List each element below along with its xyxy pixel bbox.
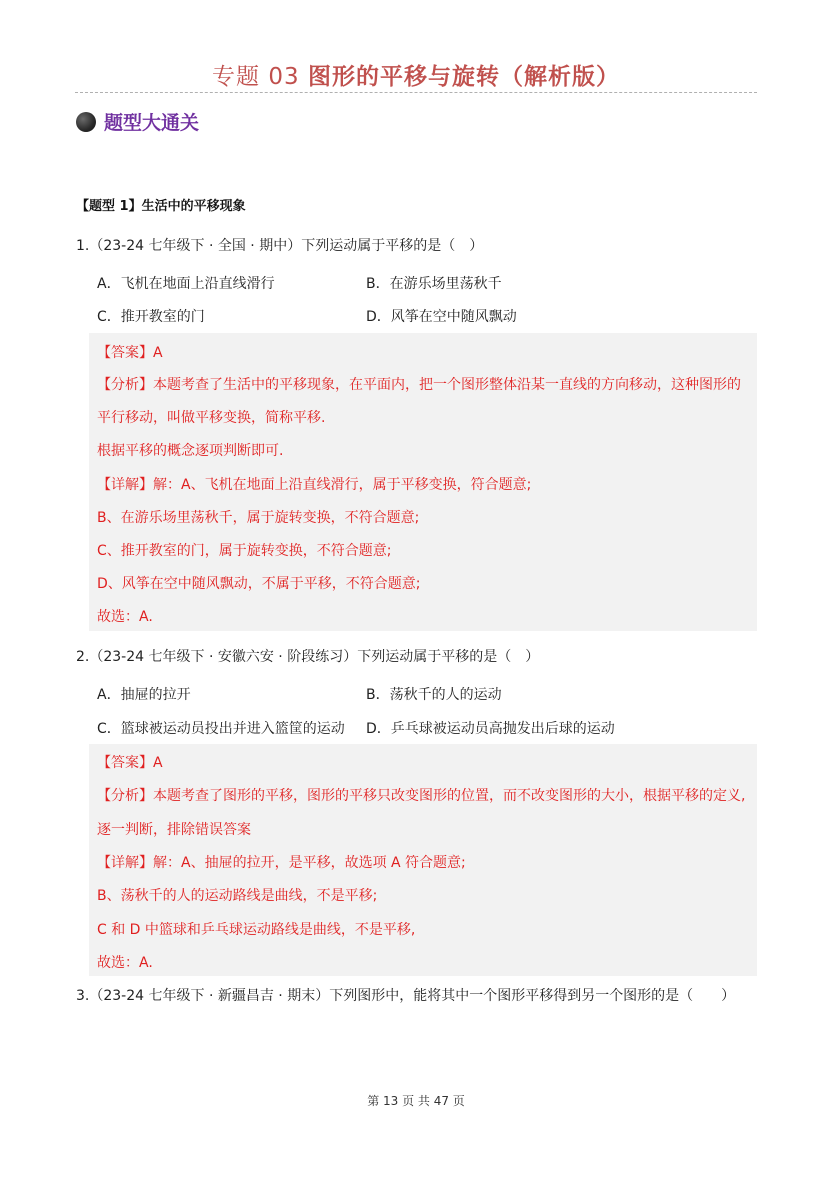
answer-line: 【详解】解：A、飞机在地面上沿直线滑行，属于平移变换，符合题意; [97, 477, 532, 493]
answer-line: 平行移动，叫做平移变换，简称平移. [97, 410, 326, 426]
answer-line: 根据平移的概念逐项判断即可. [97, 443, 284, 459]
question-1-answer-box [89, 333, 757, 631]
answer-line: D、风筝在空中随风飘动，不属于平移，不符合题意; [97, 576, 421, 592]
answer-line: C、推开教室的门，属于旋转变换，不符合题意; [97, 543, 392, 559]
question-type-heading: 【题型 1】生活中的平移现象 [76, 199, 246, 214]
answer-line: 【答案】A [97, 345, 163, 361]
question-1-option-a: A．飞机在地面上沿直线滑行 [97, 276, 275, 292]
section-heading-label: 题型大通关 [104, 112, 200, 134]
document-title-main: 图形的平移与旋转（解析版） [307, 64, 620, 90]
answer-line: 【分析】本题考查了图形的平移，图形的平移只改变图形的位置，而不改变图形的大小，根据平移的定义, [97, 788, 746, 804]
question-1-stem: 1.（23-24 七年级下 · 全国 · 期中）下列运动属于平移的是（ ） [76, 238, 484, 254]
header-divider [75, 92, 757, 93]
question-2-option-a: A．抽屉的拉开 [97, 687, 191, 703]
question-2-answer-box [89, 744, 757, 976]
question-1-option-c: C．推开教室的门 [97, 309, 205, 325]
question-1-option-b: B．在游乐场里荡秋千 [366, 276, 502, 292]
question-2-option-d: D．乒乓球被运动员高抛发出后球的运动 [366, 721, 615, 737]
page-number: 第 13 页 共 47 页 [367, 1094, 465, 1108]
question-2-option-c: C．篮球被运动员投出并进入篮筐的运动 [97, 721, 345, 737]
answer-line: 【分析】本题考查了生活中的平移现象，在平面内，把一个图形整体沿某一直线的方向移动，这种图形的 [97, 377, 741, 393]
answer-line: 故选：A. [97, 955, 153, 971]
document-title-prefix: 专题 03 [212, 64, 300, 90]
question-1-option-d: D．风筝在空中随风飘动 [366, 309, 517, 325]
question-2-stem: 2.（23-24 七年级下 · 安徽六安 · 阶段练习）下列运动属于平移的是（ ） [76, 649, 540, 665]
question-3-stem: 3.（23-24 七年级下 · 新疆昌吉 · 期末）下列图形中，能将其中一个图形平移得到另一个图形的是（ ） [76, 988, 736, 1004]
document-title [0, 58, 832, 91]
answer-line: 故选：A. [97, 609, 153, 625]
section-heading [76, 108, 199, 135]
question-2-option-b: B．荡秋千的人的运动 [366, 687, 502, 703]
answer-line: 【答案】A [97, 755, 163, 771]
answer-line: C 和 D 中篮球和乒乓球运动路线是曲线，不是平移, [97, 922, 416, 938]
answer-line: B、荡秋千的人的运动路线是曲线，不是平移; [97, 888, 378, 904]
answer-line: B、在游乐场里荡秋千，属于旋转变换，不符合题意; [97, 510, 420, 526]
answer-line: 【详解】解：A、抽屉的拉开，是平移，故选项 A 符合题意; [97, 855, 466, 871]
bullet-dot-icon [76, 112, 96, 132]
answer-line: 逐一判断，排除错误答案 [97, 822, 251, 838]
